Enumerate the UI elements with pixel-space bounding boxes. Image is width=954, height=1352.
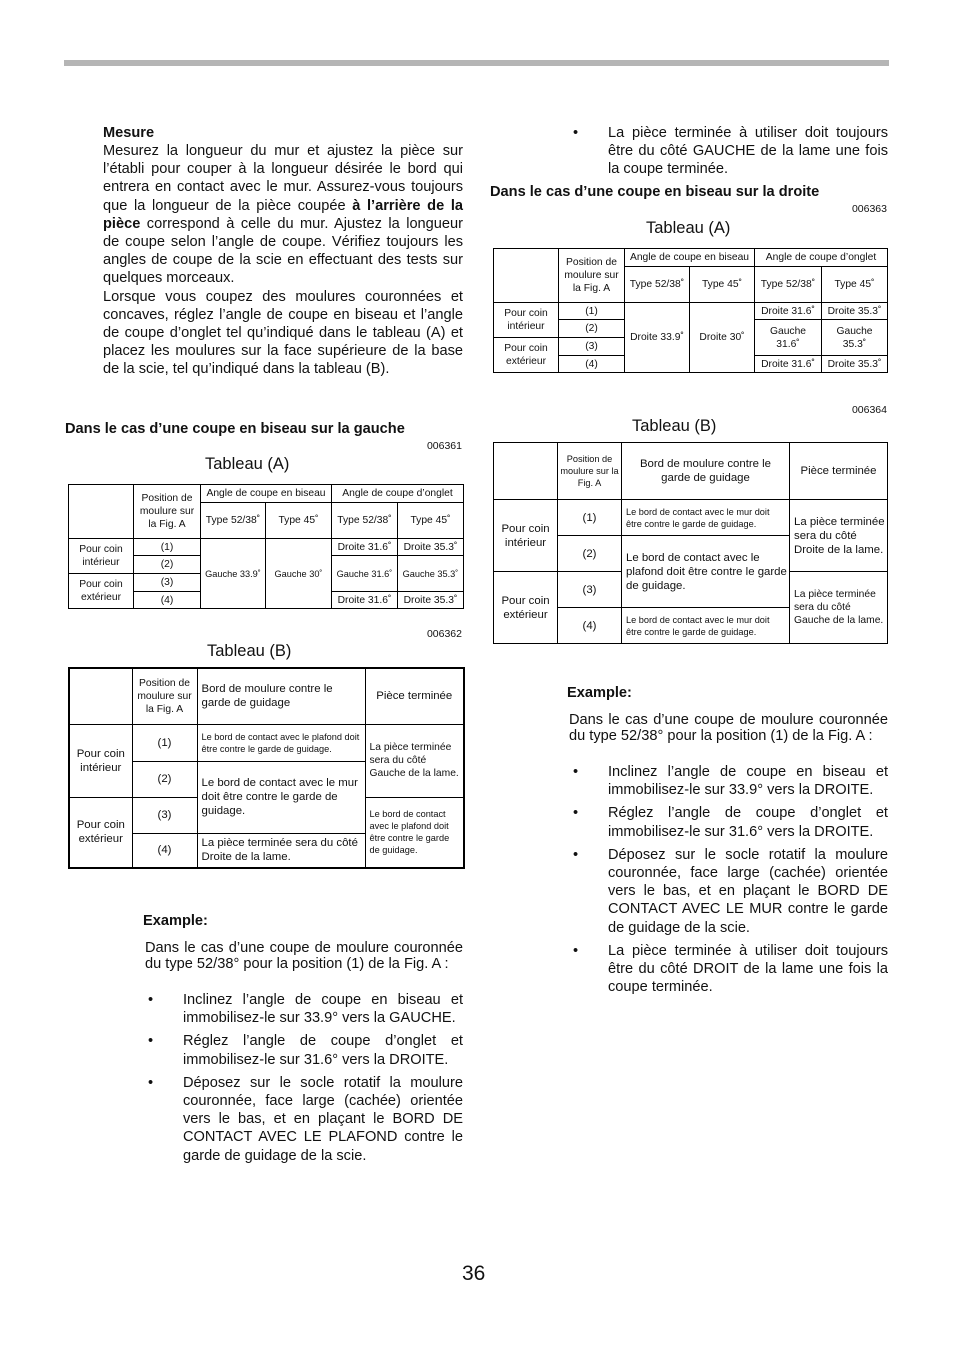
left-table-a (68, 484, 464, 609)
header-position: Position de moulure sur la Fig. A (134, 485, 201, 539)
position-3: (3) (134, 574, 201, 592)
row-coin-exterieur: Pour coin extérieur (494, 572, 558, 644)
bord-position-23: Le bord de contact avec le mur doit être contre le garde de guidage. (197, 761, 365, 833)
biseau-45: Gauche 30˚ (266, 539, 332, 609)
mesure-paragraph-2: Lorsque vous coupez des moulures couronnées et concaves, réglez l’angle de coupe en biseau et l’angle de coupe d’onglet tel qu’indiqué dans le tableau (A) et placez les moulures sur la face supérieure de la base de la scie, tel qu’indiqué dans la tableau (B). (103, 288, 463, 378)
corner-cell (69, 668, 132, 724)
mesure-heading: Mesure (103, 125, 155, 141)
list-item: • Inclinez l’angle de coupe en biseau et immobilisez-le sur 33.9° vers la GAUCHE. (144, 991, 463, 1027)
onglet-52-r4: Droite 31.6˚ (332, 592, 398, 609)
header-type-52: Type 52/38˚ (625, 267, 690, 303)
list-item: • Réglez l’angle de coupe d’onglet et immobilisez-le sur 31.6° vers la DROITE. (144, 1032, 463, 1068)
left-table-a-title: Tableau (A) (205, 455, 290, 473)
position-2: (2) (132, 761, 197, 797)
onglet-52-r1: Droite 31.6˚ (332, 539, 398, 556)
header-position: Position de moulure sur la Fig. A (558, 443, 622, 500)
biseau-45: Droite 30˚ (690, 303, 755, 373)
corner-cell (494, 249, 559, 303)
piece-exterieur: Le bord de contact avec le plafond doit être contre le garde de guidage. (365, 797, 464, 868)
right-bullet-list (569, 763, 888, 1001)
bord-position-4: La pièce terminée sera du côté Droite de la lame. (197, 833, 365, 868)
list-item: • Inclinez l’angle de coupe en biseau et immobilisez-le sur 33.9° vers la DROITE. (569, 763, 888, 799)
piece-interieur: La pièce terminée sera du côté Gauche de la lame. (365, 724, 464, 797)
position-4: (4) (558, 608, 622, 644)
position-3: (3) (132, 797, 197, 833)
position-4: (4) (134, 592, 201, 609)
list-item: • La pièce terminée à utiliser doit toujours être du côté DROIT de la lame une fois la coupe terminée. (569, 942, 888, 997)
header-biseau: Angle de coupe en biseau (625, 249, 755, 267)
header-type-45: Type 45˚ (266, 503, 332, 539)
right-table-b (493, 442, 888, 644)
row-coin-exterieur: Pour coin extérieur (69, 797, 132, 868)
position-4: (4) (559, 356, 625, 373)
header-bord: Bord de moulure contre le garde de guidage (197, 668, 365, 724)
page-number: 36 (462, 1262, 486, 1285)
row-coin-exterieur: Pour coin extérieur (494, 338, 559, 373)
header-type-45b: Type 45˚ (822, 267, 888, 303)
row-coin-exterieur: Pour coin extérieur (69, 574, 134, 609)
piece-interieur: La pièce terminée sera du côté Droite de la lame. (790, 500, 888, 572)
piece-exterieur: La pièce terminée sera du côté Gauche de la lame. (790, 572, 888, 644)
onglet-45-r1: Droite 35.3˚ (822, 303, 888, 320)
right-code-b: 006364 (851, 404, 887, 416)
position-3: (3) (558, 572, 622, 608)
corner-cell (494, 443, 558, 500)
position-1: (1) (132, 724, 197, 761)
list-item: • La pièce terminée à utiliser doit toujours être du côté GAUCHE de la lame une fois la coupe terminée. (569, 124, 888, 179)
header-type-45: Type 45˚ (690, 267, 755, 303)
right-section-heading: Dans le cas d’une coupe en biseau sur la droite (490, 184, 820, 200)
header-rule (64, 60, 889, 66)
corner-cell (69, 485, 134, 539)
row-coin-interieur: Pour coin intérieur (494, 303, 559, 338)
header-piece: Pièce terminée (790, 443, 888, 500)
header-onglet: Angle de coupe d’onglet (332, 485, 464, 503)
header-piece: Pièce terminée (365, 668, 464, 724)
bord-position-1: Le bord de contact avec le mur doit être contre le garde de guidage. (622, 500, 790, 536)
right-example-intro: Dans le cas d’une coupe de moulure couronnée du type 52/38° pour la position (1) de la Fig. A : (569, 712, 888, 744)
bord-position-4: Le bord de contact avec le mur doit être contre le garde de guidage. (622, 608, 790, 644)
biseau-52: Gauche 33.9˚ (201, 539, 266, 609)
header-type-52: Type 52/38˚ (201, 503, 266, 539)
right-example-heading: Example: (567, 685, 632, 701)
position-1: (1) (559, 303, 625, 320)
header-onglet: Angle de coupe d’onglet (755, 249, 888, 267)
position-2: (2) (559, 320, 625, 338)
position-1: (1) (134, 539, 201, 556)
mesure-p1-bold: à l’arrière de la pièce (103, 197, 463, 232)
position-2: (2) (134, 556, 201, 574)
mesure-p1-text-a: Mesurez la longueur du mur et ajustez la pièce sur l’établi pour couper à la longueur désirée le bord qui entrera en contact avec le mur. Assurez-vous toujours que la longueur de la pièce coupée (103, 143, 463, 214)
header-position: Position de moulure sur la Fig. A (132, 668, 197, 724)
onglet-45-r23: Gauche 35.3˚ (822, 320, 888, 356)
position-4: (4) (132, 833, 197, 868)
right-table-a-title: Tableau (A) (646, 219, 731, 237)
left-table-b-title: Tableau (B) (207, 642, 292, 660)
left-section-heading: Dans le cas d’une coupe en biseau sur la gauche (65, 421, 405, 437)
onglet-52-r1: Droite 31.6˚ (755, 303, 822, 320)
onglet-52-r23: Gauche 31.6˚ (332, 556, 398, 592)
left-bullet-list (144, 991, 463, 1170)
left-code-b: 006362 (426, 628, 462, 640)
left-example-intro: Dans le cas d’une coupe de moulure couronnée du type 52/38° pour la position (1) de la Fig. A : (145, 940, 463, 972)
header-type-45b: Type 45˚ (398, 503, 464, 539)
left-table-b (68, 667, 465, 869)
onglet-45-r4: Droite 35.3˚ (822, 356, 888, 373)
left-example-heading: Example: (143, 913, 208, 929)
bord-position-23: Le bord de contact avec le plafond doit être contre le garde de guidage. (622, 536, 790, 608)
position-3: (3) (559, 338, 625, 356)
row-coin-interieur: Pour coin intérieur (69, 539, 134, 574)
mesure-p1-text-b: correspond à celle du mur. Ajustez la longueur de coupe selon l’angle de coupe. Vérifiez toujours les angles de coupe de la scie en effectuant des tests sur quelques morceaux. (103, 215, 463, 287)
onglet-45-r1: Droite 35.3˚ (398, 539, 464, 556)
onglet-52-r4: Droite 31.6˚ (755, 356, 822, 373)
position-1: (1) (558, 500, 622, 536)
right-table-a (493, 248, 888, 373)
left-code-a: 006361 (426, 440, 462, 452)
mesure-section (103, 124, 463, 379)
row-coin-interieur: Pour coin intérieur (69, 724, 132, 797)
list-item: • Réglez l’angle de coupe d’onglet et immobilisez-le sur 31.6° vers la DROITE. (569, 804, 888, 840)
header-type-52b: Type 52/38˚ (332, 503, 398, 539)
header-biseau: Angle de coupe en biseau (201, 485, 332, 503)
position-2: (2) (558, 536, 622, 572)
row-coin-interieur: Pour coin intérieur (494, 500, 558, 572)
onglet-45-r23: Gauche 35.3˚ (398, 556, 464, 592)
header-position: Position de moulure sur la Fig. A (559, 249, 625, 303)
right-top-bullet (569, 124, 888, 184)
list-item: • Déposez sur le socle rotatif la moulure couronnée, face large (cachée) orientée vers le bas, et en plaçant le BORD DE CONTACT AVEC LE PLAFOND contre le garde de guidage de la scie. (144, 1074, 463, 1165)
biseau-52: Droite 33.9˚ (625, 303, 690, 373)
onglet-52-r23: Gauche 31.6˚ (755, 320, 822, 356)
header-type-52b: Type 52/38˚ (755, 267, 822, 303)
right-table-b-title: Tableau (B) (632, 417, 717, 435)
right-code-a: 006363 (851, 203, 887, 215)
mesure-paragraph-1 (103, 142, 463, 288)
list-item: • Déposez sur le socle rotatif la moulure couronnée, face large (cachée) orientée vers le bas, et en plaçant le BORD DE CONTACT AVEC LE MUR contre le garde de guidage de la scie. (569, 846, 888, 937)
header-bord: Bord de moulure contre le garde de guidage (622, 443, 790, 500)
onglet-45-r4: Droite 35.3˚ (398, 592, 464, 609)
bord-position-1: Le bord de contact avec le plafond doit être contre le garde de guidage. (197, 724, 365, 761)
